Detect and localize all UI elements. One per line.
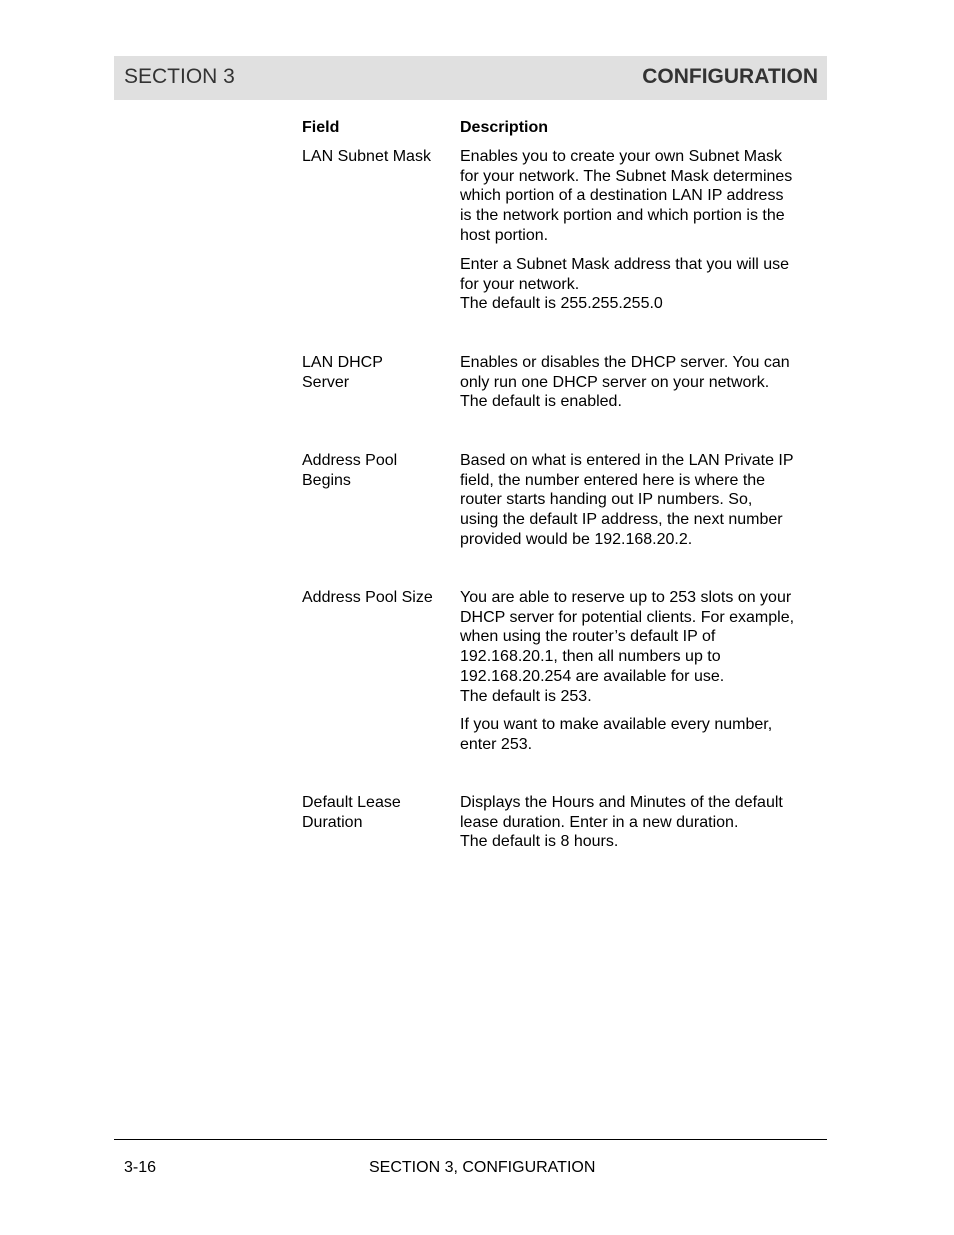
description-address-pool-size-p1: You are able to reserve up to 253 slots on your DHCP server for potential clients. For example, when using the router’s default IP of 192.168.20.1, then all numbers up to 192.168.20.254 are available for use. The default is 253.	[460, 589, 795, 705]
field-lan-dhcp-server: LAN DHCP Server	[302, 354, 383, 391]
description-lan-subnet-mask-p2: Enter a Subnet Mask address that you will use for your network. The default is 255.255.255.0	[460, 256, 790, 313]
description-lan-dhcp-server: Enables or disables the DHCP server. You can only run one DHCP server on your network. The default is enabled.	[460, 354, 790, 411]
description-default-lease-duration: Displays the Hours and Minutes of the default lease duration. Enter in a new duration. The default is 8 hours.	[460, 794, 783, 851]
field-default-lease-duration: Default Lease Duration	[302, 794, 401, 831]
field-address-pool-size: Address Pool Size	[302, 589, 433, 606]
footer-divider	[114, 1139, 827, 1140]
section-label: SECTION 3	[124, 65, 235, 88]
description-address-pool-size-p2: If you want to make available every number, enter 253.	[460, 716, 773, 753]
section-title: CONFIGURATION	[642, 65, 818, 88]
description-address-pool-begins: Based on what is entered in the LAN Private IP field, the number entered here is where the router starts handing out IP numbers. So, using the default IP address, the next number provided would be 192.168.20.2.	[460, 452, 794, 548]
footer-title: SECTION 3, CONFIGURATION	[369, 1159, 596, 1176]
section-header	[114, 56, 827, 100]
page-number: 3-16	[124, 1159, 157, 1176]
field-address-pool-begins: Address Pool Begins	[302, 452, 398, 489]
field-lan-subnet-mask: LAN Subnet Mask	[302, 148, 431, 165]
description-lan-subnet-mask-p1: Enables you to create your own Subnet Mask for your network. The Subnet Mask determines which portion of a destination LAN IP address is the network portion and which portion is the host portion.	[460, 148, 793, 244]
column-header-description: Description	[460, 119, 549, 136]
column-header-field: Field	[302, 119, 340, 136]
